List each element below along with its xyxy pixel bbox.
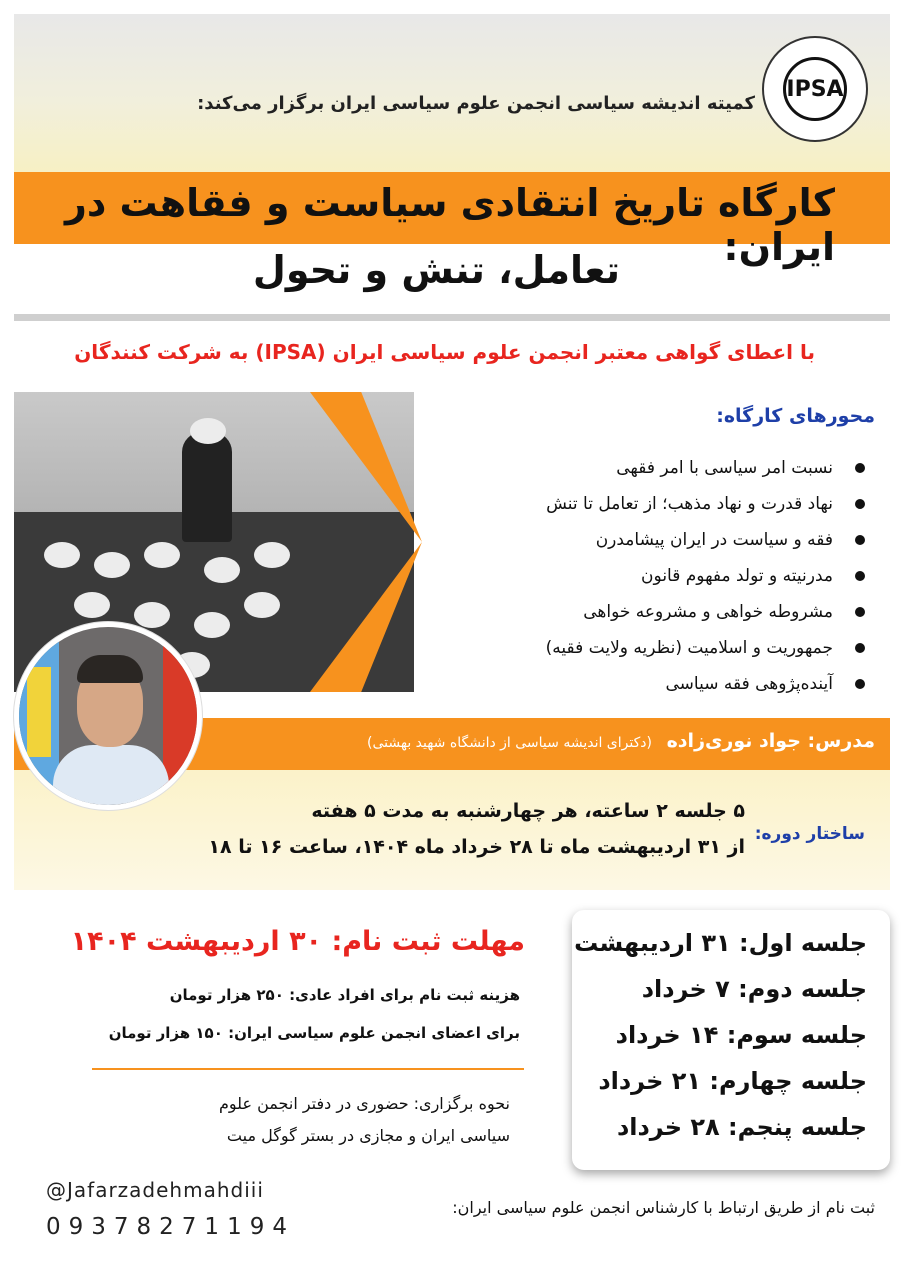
instructor-name: مدرس: جواد نوری‌زاده xyxy=(666,730,875,752)
workshop-title: کارگاه تاریخ انتقادی سیاست و فقاهت در ایران: xyxy=(64,181,835,269)
bullet-icon xyxy=(855,607,865,617)
workshop-subtitle: تعامل، تنش و تحول xyxy=(252,248,620,292)
photo-turban xyxy=(74,592,110,618)
ipsa-logo-icon xyxy=(762,36,868,142)
registration-deadline: مهلت ثبت نام: ۳۰ اردیبهشت ۱۴۰۴ xyxy=(70,926,525,957)
flag-stripe xyxy=(27,667,51,757)
photo-turban xyxy=(44,542,80,568)
list-item xyxy=(465,630,865,666)
bullet-icon xyxy=(855,463,865,473)
session-item: جلسه اول: ۳۱ اردیبهشت xyxy=(574,929,867,957)
fee-members: برای اعضای انجمن علوم سیاسی ایران: ۱۵۰ هزار تومان xyxy=(108,1024,520,1042)
list-item xyxy=(465,522,865,558)
structure-label: ساختار دوره: xyxy=(754,824,865,844)
divider xyxy=(14,314,890,321)
photo-turban xyxy=(144,542,180,568)
sessions-list xyxy=(574,920,867,1150)
axis-label: جمهوریت و اسلامیت (نظریه ولایت فقیه) xyxy=(545,638,833,658)
divider xyxy=(92,1068,524,1070)
avatar-hair xyxy=(77,655,143,683)
photo-turban xyxy=(94,552,130,578)
photo-figure xyxy=(182,432,232,542)
structure-line: ۵ جلسه ۲ ساعته، هر چهارشنبه به مدت ۵ هفته xyxy=(311,800,745,822)
certificate-notice: با اعطای گواهی معتبر انجمن علوم سیاسی ایران (IPSA) به شرکت کنندگان xyxy=(74,340,815,364)
bullet-icon xyxy=(855,679,865,689)
axis-label: نسبت امر سیاسی با امر فقهی xyxy=(616,458,833,478)
axis-label: فقه و سیاست در ایران پیشامدرن xyxy=(595,530,833,550)
list-item xyxy=(465,558,865,594)
avatar-shirt xyxy=(53,745,169,810)
bullet-icon xyxy=(855,643,865,653)
bullet-icon xyxy=(855,535,865,545)
contact-label: ثبت نام از طریق ارتباط با کارشناس انجمن علوم سیاسی ایران: xyxy=(452,1198,875,1217)
axis-label: آینده‌پژوهی فقه سیاسی xyxy=(665,674,833,694)
venue-line: نحوه برگزاری: حضوری در دفتر انجمن علوم xyxy=(219,1094,510,1113)
logo-mark: IPSA xyxy=(783,57,847,121)
axis-label: نهاد قدرت و نهاد مذهب؛ از تعامل تا تنش xyxy=(546,494,833,514)
instructor-avatar xyxy=(14,622,202,810)
list-item xyxy=(465,486,865,522)
photo-turban xyxy=(204,557,240,583)
axis-label: مشروطه خواهی و مشروعه خواهی xyxy=(583,602,833,622)
axis-label: مدرنیته و تولد مفهوم قانون xyxy=(641,566,833,586)
organizer-text: کمیته اندیشه سیاسی انجمن علوم سیاسی ایران برگزار می‌کند: xyxy=(197,93,755,114)
fee-regular: هزینه ثبت نام برای افراد عادی: ۲۵۰ هزار تومان xyxy=(169,986,520,1004)
instructor-info xyxy=(367,730,875,752)
photo-turban xyxy=(194,612,230,638)
photo-turban xyxy=(254,542,290,568)
instructor-credentials: (دکترای اندیشه سیاسی از دانشگاه شهید بهشتی) xyxy=(367,735,652,751)
session-item: جلسه دوم: ۷ خرداد xyxy=(641,975,867,1003)
session-item: جلسه چهارم: ۲۱ خرداد xyxy=(598,1067,867,1095)
structure-line: از ۳۱ اردیبهشت ماه تا ۲۸ خرداد ماه ۱۴۰۴، ساعت ۱۶ تا ۱۸ xyxy=(208,836,745,858)
contact-phone[interactable]: 09378271194 xyxy=(46,1214,295,1240)
session-item: جلسه پنجم: ۲۸ خرداد xyxy=(616,1113,867,1141)
list-item xyxy=(465,450,865,486)
contact-handle[interactable]: @Jafarzadehmahdiii xyxy=(46,1178,264,1202)
venue-line: سیاسی ایران و مجازی در بستر گوگل میت xyxy=(226,1126,510,1145)
photo-turban xyxy=(244,592,280,618)
list-item xyxy=(465,666,865,702)
list-item xyxy=(465,594,865,630)
bullet-icon xyxy=(855,499,865,509)
axes-list xyxy=(465,450,865,702)
bullet-icon xyxy=(855,571,865,581)
session-item: جلسه سوم: ۱۴ خرداد xyxy=(615,1021,867,1049)
axes-title: محورهای کارگاه: xyxy=(716,405,875,427)
photo-turban xyxy=(134,602,170,628)
photo-turban xyxy=(190,418,226,444)
